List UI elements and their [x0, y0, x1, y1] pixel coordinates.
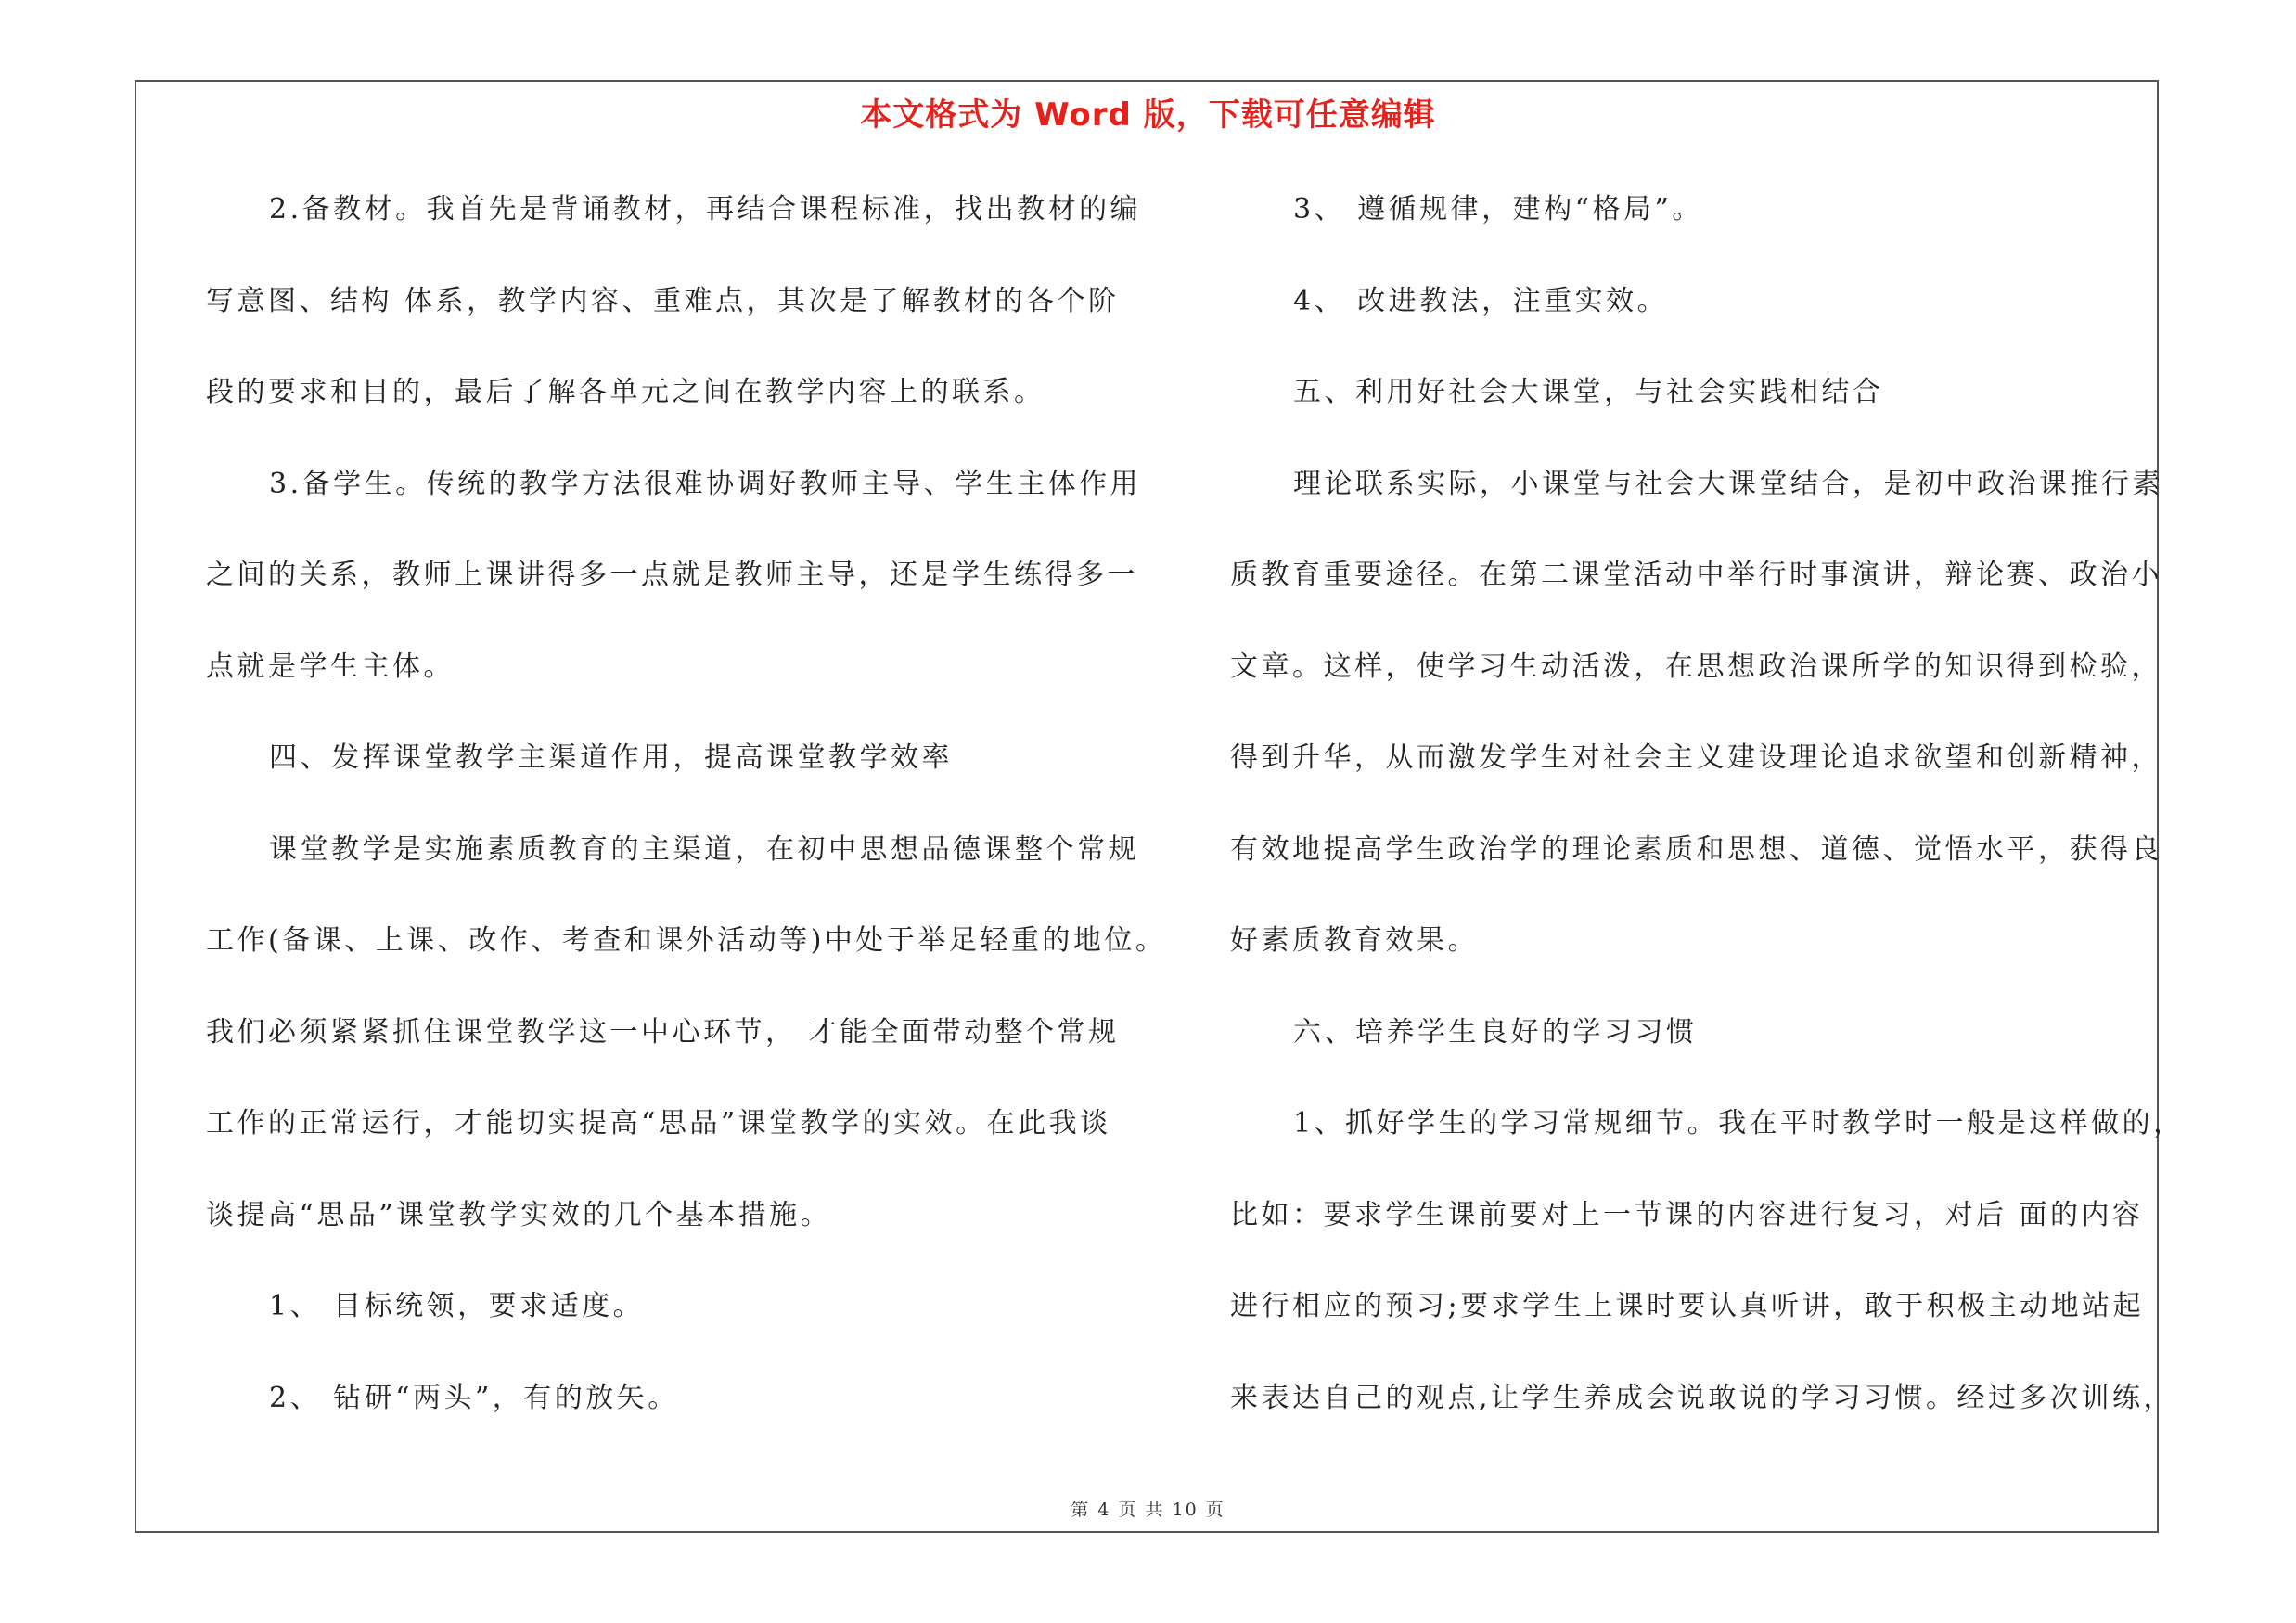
text-line: 写意图、结构 体系，教学内容、重难点，其次是了解教材的各个阶: [206, 284, 1120, 317]
text-line: 4、 改进教法，注重实效。: [1293, 284, 1669, 317]
text-line: 2、 钻研“两头”，有的放矢。: [269, 1381, 679, 1414]
text-line: 好素质教育效果。: [1230, 924, 1479, 957]
text-line: 理论联系实际，小课堂与社会大课堂结合，是初中政治课推行素: [1293, 467, 2163, 500]
text-line: 3.备学生。传统的教学方法很难协调好教师主导、学生主体作用: [269, 467, 1142, 500]
page-number-footer: 第 4 页 共 10 页: [1071, 1500, 1225, 1520]
text-line: 课堂教学是实施素质教育的主渠道，在初中思想品德课整个常规: [269, 832, 1139, 866]
text-line: 六、培养学生良好的学习习惯: [1293, 1015, 1698, 1049]
text-line: 1、 目标统领，要求适度。: [269, 1290, 645, 1322]
text-line: 我们必须紧紧抓住课堂教学这一中心环节， 才能全面带动整个常规: [206, 1015, 1120, 1049]
format-banner: 本文格式为 Word 版，下载可任意编辑: [860, 97, 1436, 134]
text-line: 2.备教材。我首先是背诵教材，再结合课程标准，找出教材的编: [269, 193, 1142, 225]
text-line: 点就是学生主体。: [206, 650, 455, 683]
text-line: 有效地提高学生政治学的理论素质和思想、道德、觉悟水平，获得良: [1230, 832, 2162, 866]
right-column: [1230, 182, 2185, 1462]
text-line: 四、发挥课堂教学主渠道作用，提高课堂教学效率: [269, 741, 953, 774]
text-line: 质教育重要途径。在第二课堂活动中举行时事演讲，辩论赛、政治小: [1230, 559, 2162, 591]
text-line: 之间的关系，教师上课讲得多一点就是教师主导，还是学生练得多一: [206, 559, 1138, 591]
text-line: 段的要求和目的，最后了解各单元之间在教学内容上的联系。: [206, 376, 1045, 408]
text-line: 比如：要求学生课前要对上一节课的内容进行复习，对后 面的内容: [1230, 1198, 2144, 1231]
left-column: [206, 182, 1167, 1462]
text-line: 工作(备课、上课、改作、考查和课外活动等)中处于举足轻重的地位。: [206, 924, 1167, 957]
text-line: 进行相应的预习;要求学生上课时要认真听讲，敢于积极主动地站起: [1230, 1290, 2145, 1322]
text-line: 文章。这样，使学习生动活泼，在思想政治课所学的知识得到检验，: [1230, 650, 2162, 683]
text-line: 得到升华，从而激发学生对社会主义建设理论追求欲望和创新精神，: [1230, 741, 2162, 774]
text-line: 1、抓好学生的学习常规细节。我在平时教学时一般是这样做的，: [1293, 1107, 2185, 1140]
text-line: 3、 遵循规律，建构“格局”。: [1293, 193, 1703, 225]
text-line: 来表达自己的观点,让学生养成会说敢说的学习习惯。经过多次训练，: [1230, 1381, 2175, 1414]
text-line: 工作的正常运行，才能切实提高“思品”课堂教学的实效。在此我谈: [206, 1107, 1111, 1140]
text-line: 五、利用好社会大课堂，与社会实践相结合: [1293, 376, 1884, 408]
text-line: 谈提高“思品”课堂教学实效的几个基本措施。: [206, 1198, 832, 1231]
